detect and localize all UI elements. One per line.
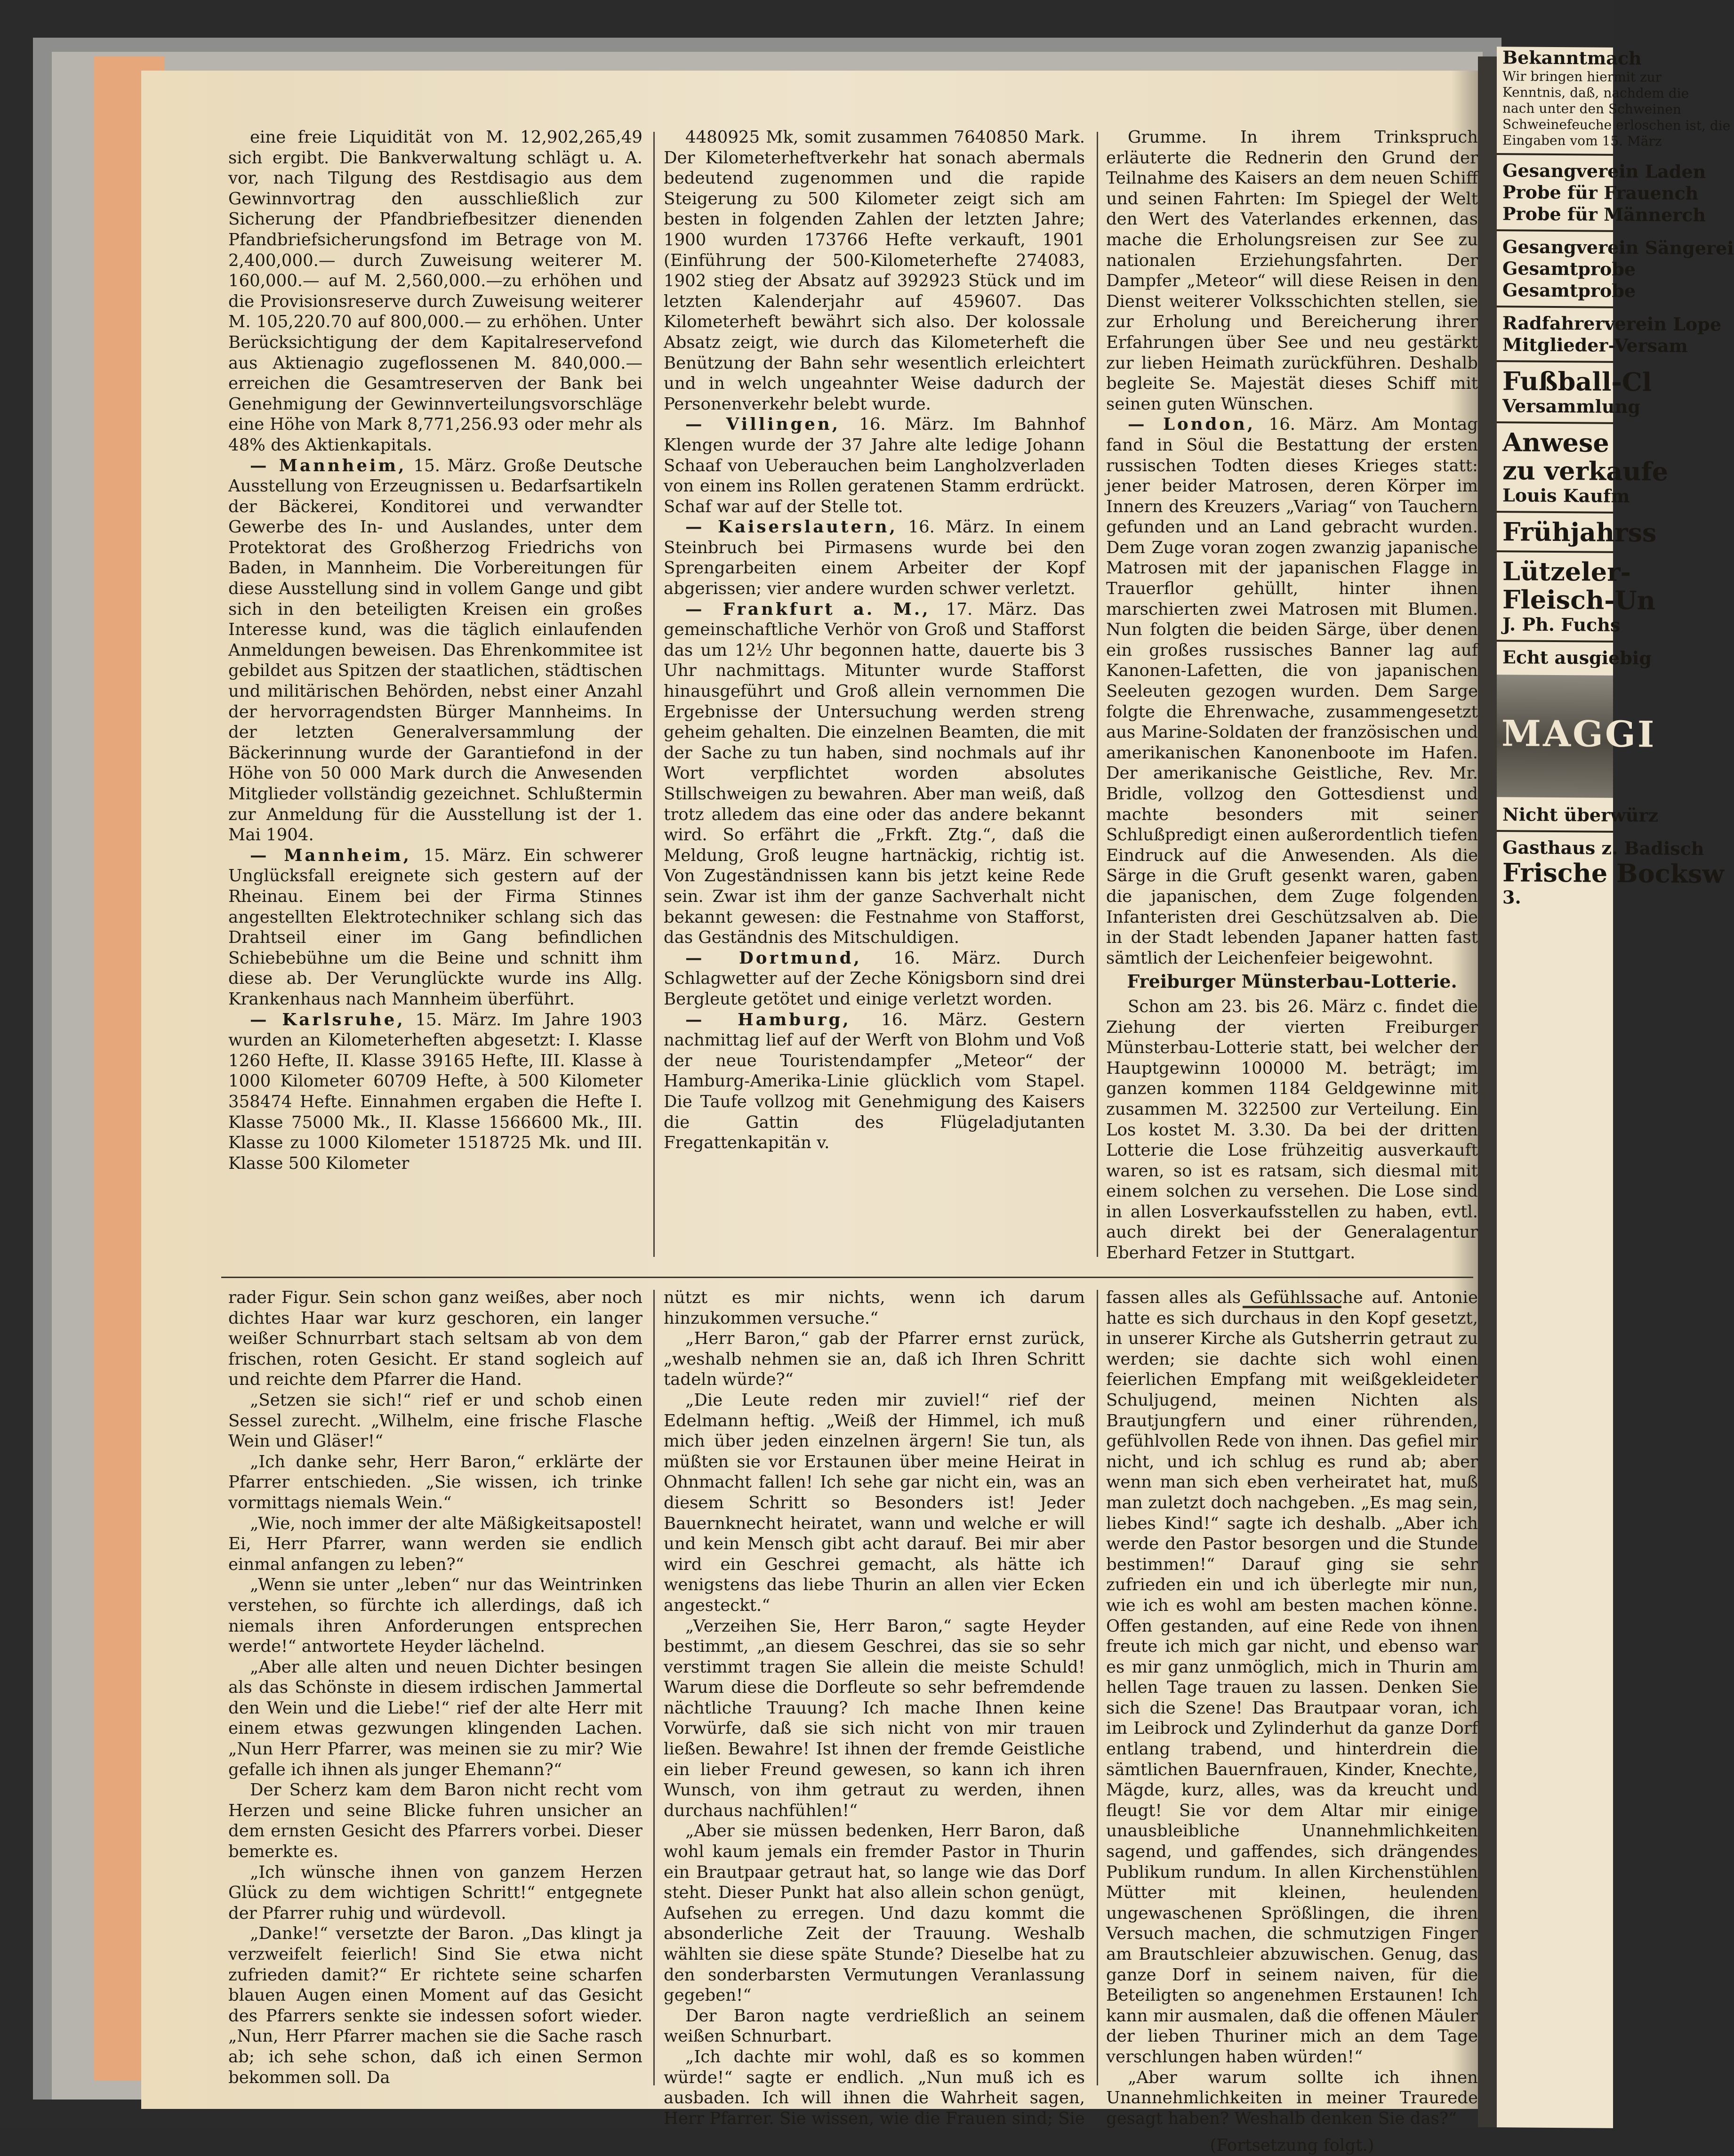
ad-headline: Probe für Männerch (1502, 203, 1706, 226)
article-paragraph (228, 456, 642, 845)
ad-line: Eingaben vom 15. März (1502, 132, 1662, 149)
dateline: — Hamburg, (685, 1010, 851, 1030)
story-paragraph: nützt es mir nichts, wenn ich darum hinzukommen versuche.“ (664, 1288, 1085, 1328)
section-heading: Freiburger Münsterbau-Lotterie. (1127, 971, 1457, 992)
article-text: 17. März. Das gemeinschaftliche Verhör von Groß und Stafforst das um 12½ Uhr begonnen hatte, dauerte bis 3 Uhr nachmittags. Mitunter wurde Stafforst hinausgeführt und Groß allein vernommen Die Ergebnisse der Untersuchung werden streng geheim gehalten. Die einzelnen Beamten, die mit der Sache zu tun haben, sind nochmals auf ihr Wort verpflichtet worden absolutes Stillschweigen zu bewahren. Aber man weiß, daß trotz alledem das eine oder das andere bekannt wird. So erfährt die „Frkft. Ztg.“, daß die Meldung, Groß leugne hartnäckig, richtig ist. Von Zugeständnissen kann bis jetzt keine Rede sein. Zwar ist ihm der ganze Sachverhalt nicht bekannt gewesen: die Festnahme von Stafforst, das Geständnis des Mitschuldigen. (664, 599, 1085, 948)
ad-headline: zu verkaufe (1502, 455, 1669, 487)
article-paragraph: Schon am 23. bis 26. März c. findet die Ziehung der vierten Freiburger Münsterbau-Lotterie statt, bei welcher der Hauptgewinn 100000 M. beträgt; im ganzen kommen 1184 Geldgewinne mit zusammen M. 322500 zur Verteilung. Ein Los kostet M. 3.30. Da bei der dritten Lotterie die Lose frühzeitig ausverkauft waren, so ist es ratsam, sich diesmal mit einem solchen zu versehen. Die Lose sind in allen Losverkaufsstellen zu haben, evtl. auch direkt bei der Generalagentur Eberhard Fetzer in Stuttgart. (1106, 997, 1478, 1263)
article-paragraph: eine freie Liquidität von M. 12,902,265,49 sich ergibt. Die Bankverwaltung schlägt u. A. vor, nach Tilgung des Restdisagio aus dem Gewinnvortrag den ausschließlich zur Sicherung der Pfandbriefbesitzer dienenden Pfandbriefsicherungsfond im Betrage von M. 2,400,000.— durch Zuweisung weiterer M. 160,000.— auf M. 2,560,000.—zu erhöhen und die Provisionsreserve durch Zuweisung weiterer M. 105,220.70 auf 800,000.— zu erhöhen. Unter Berücksichtigung der dem Kapitalreservefond aus Aktienagio zugeflossenen M. 840,000.— erreichen die Gesamtreserven der Bank bei Genehmigung der Gewinnverteilungsvorschläge eine Höhe von Mark 8,771,256.93 oder mehr als 48% des Aktienkapitals. (228, 128, 642, 455)
ad-divider (1497, 153, 1613, 156)
ad-divider (1497, 229, 1613, 232)
dateline: — Karlsruhe, (250, 1010, 405, 1030)
article-paragraph (228, 845, 642, 1010)
story-paragraph: „Setzen sie sich!“ rief er und schob einen Sessel zurecht. „Wilhelm, eine frische Flasche Wein und Gläser!“ (228, 1390, 642, 1451)
ad-headline: J. Ph. Fuchs (1502, 613, 1621, 636)
story-paragraph: rader Figur. Sein schon ganz weißes, aber noch dichtes Haar war kurz geschoren, ein langer weißer Schnurrbart stach seltsam ab von dem frischen, roten Gesicht. Er stand sogleich auf und reichte dem Pfarrer die Hand. (228, 1288, 642, 1390)
top-column-2 (664, 127, 1085, 1271)
ad-headline: Gesangverein Laden (1502, 160, 1706, 183)
article-text: 16. März. Am Montag fand in Söul die Bestattung der ersten russischen Todten dieses Krieges statt: jener beider Matrosen, deren Körper im Innern des Kreuzers „Variag“ von Tauchern gefunden und an Land gebracht wurden. Dem Zuge voran zogen zwanzig japanische Matrosen mit der japanischen Flagge in Trauerflor gehüllt, hinter ihnen marschierten zwei Matrosen mit Blumen. Nun folgten die beiden Särge, über denen ein großes russisches Banner lag auf Kanonen-Lafetten, die von japanischen Seeleuten gezogen wurden. Dem Sarge folgte die Ehrenwache, zusammengesetzt aus Marine-Soldaten der französischen und amerikanischen Kanonenboote im Hafen. Der amerikanische Geistliche, Rev. Mr. Bridle, vollzog den Gottesdienst und machte besonders mit seiner Schlußpredigt einen außerordentlich tiefen Eindruck auf die Anwesenden. Als die Särge in die Gruft gesenkt waren, gaben die japanischen, dem Zuge folgenden Infanteristen drei Geschützsalven ab. Die in der Stadt lebenden Japaner hatten fast sämtlich der Leichenfeier beigewohnt. (1106, 415, 1478, 968)
story-paragraph: „Die Leute reden mir zuviel!“ rief der Edelmann heftig. „Weiß der Himmel, ich muß mich über jeden einzelnen ärgern! Sie tun, als müßten sie vor Erstaunen über meine Heirat in Ohnmacht fallen! Ich sehe gar nicht ein, was an diesem Schritt so Besonders ist! Jeder Bauernknecht heiratet, wann und welche er will und kein Mensch gibt acht darauf. Bei mir aber wird ein Geschrei gemacht, als hätte ich wenigstens das liebe Thurin an allen vier Ecken angesteckt.“ (664, 1390, 1085, 1615)
dateline: — London, (1128, 415, 1256, 434)
ad-line: nach unter den Schweinen (1502, 100, 1681, 117)
column-rule (1097, 1290, 1098, 2085)
story-paragraph: „Wie, noch immer der alte Mäßigkeitsapostel! Ei, Herr Pfarrer, wann werden sie endlich einmal anfangen zu leben?“ (228, 1513, 642, 1574)
dateline: — Frankfurt a. M., (685, 599, 931, 619)
story-paragraph: „Ich danke sehr, Herr Baron,“ erklärte der Pfarrer entschieden. „Sie wissen, ich trinke vormittags niemals Wein.“ (228, 1452, 642, 1512)
ad-line: Wir bringen hiermit zur (1502, 68, 1662, 85)
story-paragraph: fassen alles als Gefühlssache auf. Antonie hatte es sich durchaus in den Kopf gesetzt, in unserer Kirche als Gutsherrin getraut zu werden; sie dachte sich wohl einen feierlichen Empfang mit weißgekleideter Schuljugend, meinen Nichten als Brautjungfern und einer rührenden, gefühlvollen Rede von ihnen. Das gefiel mir nicht, und ich schlug es rund ab; aber wenn man sich eben verheiratet hat, muß man zuletzt doch nachgeben. „Es mag sein, liebes Kind!“ sagte ich deshalb. „Aber ich werde den Pastor besorgen und die Stunde bestimmen!“ Darauf ging sie sehr zufrieden ein und ich überlegte mir nun, wie ich es wohl am besten machen könne. Offen gestanden, auf eine Rede von ihnen freute ich mich gar nicht, und ebenso war es mir ganz unmöglich, mich in Thurin am hellen Tage trauen zu lassen. Denken Sie sich die Szene! Das Brautpaar voran, ich im Leibrock und Zylinderhut da ganze Dorf entlang trabend, und hinterdrein die sämtlichen Bauernfrauen, Kinder, Knechte, Mägde, kurz, alles, was da kreucht und fleugt! Sie vor dem Altar mir einige unausbleibliche Unannehmlichkeiten sagend, und gaffendes, sich drängendes Publikum rundum. In allen Kirchenstühlen Mütter mit kleinen, heulenden ungewaschenen Sprößlingen, die ihren Versuch machen, die schmutzigen Finger am Brautschleier abzuwischen. Genug, das ganze Dorf in seinem naiven, für die Beteiligten so angenehmen Erstaunen! Ich kann mir ausmalen, daß die offenen Mäuler der lieben Thuriner mich an dem Tage verschlungen haben würden!“ (1106, 1288, 1478, 2067)
article-text: 16. März. Im Bahnhof Klengen wurde der 37 Jahre alte ledige Johann Schaaf von Ueberauchen beim Langholzverladen von einem ins Rollen geratenen Stamm erdrückt. Schaf war auf der Stelle tot. (664, 415, 1085, 516)
article-paragraph (664, 414, 1085, 517)
column-rule (1097, 132, 1098, 1257)
ad-headline: Gesangverein Sängerei (1502, 236, 1734, 259)
dateline: — Mannheim, (250, 456, 407, 475)
dateline: — Mannheim, (250, 845, 411, 865)
ad-headline: Anwese (1502, 427, 1609, 458)
page-number: 3. (1502, 886, 1521, 908)
column-rule (653, 1290, 655, 2085)
article-paragraph (1106, 414, 1478, 968)
dateline: — Dortmund, (685, 948, 862, 968)
article-text: 15. März. Im Jahre 1903 wurden an Kilometerheften abgesetzt: I. Klasse 1260 Hefte, II. Klasse 39165 Hefte, III. Klasse à 1000 Kilometer 60709 Hefte, à 500 Kilometer 358474 Hefte. Einnahmen ergaben die Hefte I. Klasse 75000 Mk., II. Klasse 1566600 Mk., III. Klasse zu 1000 Kilometer 1518725 Mk. und III. Klasse 500 Kilometer (228, 1010, 642, 1173)
article-paragraph (664, 1010, 1085, 1153)
article-text: 15. März. Ein schwerer Unglücksfall ereignete sich gestern auf der Rheinau. Einem bei der Firma Stinnes angestellten Elektrotechniker schlang sich das Drahtseil einer im Gang befindlichen Schiebebühne um die Beine und schnitt ihm diese ab. Der Verunglückte wurde ins Allg. Krankenhaus nach Mannheim überführt. (228, 845, 642, 1009)
article-paragraph (664, 599, 1085, 948)
ad-headline: Nicht überwürz (1502, 804, 1659, 826)
ad-divider (1497, 830, 1613, 833)
next-page-ad-strip (1497, 47, 1734, 2128)
ad-headline: Frühjahrss (1502, 516, 1657, 548)
story-paragraph: „Herr Baron,“ gab der Pfarrer ernst zurück, „weshalb nehmen sie an, daß ich Ihren Schritt tadeln würde?“ (664, 1329, 1085, 1390)
ad-headline: Gesamtprobe (1502, 279, 1636, 302)
ad-headline: Mitglieder-Versam (1502, 334, 1688, 356)
continuation-note: (Fortsetzung folgt.) (1210, 2136, 1374, 2156)
story-paragraph: „Aber sie müssen bedenken, Herr Baron, daß wohl kaum jemals ein fremder Pastor in Thurin ein Brautpaar getraut hat, so lange wie das Dorf steht. Dieser Punkt hat also allein schon genügt, Aufsehen zu erregen. Und dazu kommt die absonderliche Zeit der Trauung. Weshalb wählten sie diese späte Stunde? Dieselbe hat zu den sonderbarsten Vermutungen Veranlassung gegeben!“ (664, 1821, 1085, 2005)
ad-headline: Radfahrerverein Lope (1502, 312, 1722, 335)
story-paragraph: „Verzeihen Sie, Herr Baron,“ sagte Heyder bestimmt, „an diesem Geschrei, das sie so sehr verstimmt tragen Sie allein die meiste Schuld! Warum diese die Dorfleute so sehr befremdende nächtliche Trauung? Ich mache Ihnen keine Vorwürfe, daß sie sich nicht von mir trauen ließen. Bewahre! Ist ihnen der fremde Geistliche ein lieber Freund gewesen, so kann ich ihren Wunsch, von ihm getraut zu werden, ihnen durchaus nachfühlen!“ (664, 1616, 1085, 1820)
story-paragraph: „Danke!“ versetzte der Baron. „Das klingt ja verzweifelt feierlich! Sind Sie etwa nicht zufrieden damit?“ Er richtete seine scharfen blauen Augen einen Moment auf das Gesicht des Pfarrers senkte sie indessen sofort wieder. „Nun, Herr Pfarrer machen sie die Sache rasch ab; ich sehe schon, daß ich einen Sermon bekommen soll. Da (228, 1924, 642, 2087)
article-paragraph: Grumme. In ihrem Trinkspruch erläuterte die Rednerin den Grund der Teilnahme des Kaisers an dem neuen Schiff und seinen Fahrten: Im Spiegel der Welt den Wert des Vaterlandes erkennen, das mache die Erholungsreisen zur See zu nationalen Erziehungsfahrten. Der Dampfer „Meteor“ will diese Reisen in den Dienst weiterer Volksschichten stellen, sie zur Erholung und Bereicherung ihrer Erfahrungen über See und neu gestärkt zur lieben Heimath zurückführen. Deshalb begleite Se. Majestät dieses Schiff mit seinen guten Wünschen. (1106, 128, 1478, 414)
ad-headline: Frische Bocksw (1502, 857, 1724, 889)
dateline: — Villingen, (685, 415, 841, 434)
article-text: 15. März. Große Deutsche Ausstellung von Erzeugnissen u. Bedarfsartikeln der Bäckerei, Konditorei und verwandter Gewerbe des In- und Auslandes, unter dem Protektorat des Großherzog Friedrichs von Baden, in Mannheim. Die Vorbereitungen für diese Ausstellung sind in vollem Gange und gibt sich in den beteiligten Kreisen ein großes Interesse kund, was die täglich einlaufenden Anmeldungen beweisen. Das Ehrenkommitee ist gebildet aus Spitzen der staatlichen, städtischen und militärischen Behörden, nebst einer Anzahl der hervorragendsten Bürger Mannheims. In der letzten Generalversammlung der Bäckerinnung wurde der Garantiefond in der Höhe von 50 000 Mark durch die Anwesenden Mitglieder vollständig gezeichnet. Schlußtermin zur Anmeldung für die Ausstellung ist der 1. Mai 1904. (228, 456, 642, 845)
top-column-3 (1106, 127, 1478, 1271)
bottom-column-2 (664, 1287, 1085, 2128)
article-text: 16. März. In einem Steinbruch bei Pirmasens wurde bei den Sprengarbeiten einem Arbeiter der Kopf abgerissen; vier andere wurden schwer verletzt. (664, 517, 1085, 599)
article-paragraph (664, 948, 1085, 1010)
story-paragraph: „Aber alle alten und neuen Dichter besingen als das Schönste in diesem irdischen Jammertal den Wein und die Liebe!“ rief der alte Herr mit einem etwas gezwungen klingenden Lachen. „Nun Herr Pfarrer, was meinen sie zu mir? Wie gefalle ich ihnen als junger Ehemann?“ (228, 1657, 642, 1779)
ad-headline: Fußball-Cl (1502, 366, 1652, 397)
bottom-column-3 (1106, 1287, 1478, 2156)
story-paragraph: Der Baron nagte verdrießlich an seinem weißen Schnurbart. (664, 2006, 1085, 2046)
story-paragraph: Der Scherz kam dem Baron nicht recht vom Herzen und seine Blicke fuhren unsicher an dem ernsten Gesicht des Pfarrers vorbei. Dieser bemerkte es. (228, 1780, 642, 1862)
ad-headline: Probe für Frauench (1502, 181, 1699, 204)
section-divider (221, 1277, 1473, 1278)
ad-headline: Fleisch-Un (1502, 584, 1656, 616)
ad-line: Schweinefeuche erloschen ist, die (1502, 116, 1731, 134)
ad-headline: Bekanntmach (1502, 47, 1642, 69)
ad-divider (1497, 360, 1613, 363)
ad-headline: Echt ausgiebig (1502, 646, 1652, 669)
column-rule (653, 132, 655, 1257)
ad-headline: Louis Kaufm (1502, 484, 1630, 507)
article-paragraph: 4480925 Mk, somit zusammen 7640850 Mark. Der Kilometerheftverkehr hat sonach abermals bedeutend zugenommen und die rapide Steigerung zu 500 Kilometer zeigt sich am besten in folgenden Zahlen der letzten Jahre; 1900 wurden 173766 Hefte verkauft, 1901 (Einführung der 500-Kilometerhefte 274083, 1902 stieg der Absatz auf 392923 Stück und im letzten Kalenderjahr auf 459607. Das Kilometerheft bewährt sich also. Der kolossale Absatz zeigt, wie durch das Kilometerheft die Benützung der Bahn sehr wesentlich erleichtert und in welch ungeahnter Weise dadurch der Personenverkehr belebt wurde. (664, 128, 1085, 414)
article-paragraph (228, 1010, 642, 1174)
ad-divider (1497, 511, 1613, 514)
top-column-1 (228, 127, 642, 1271)
ad-headline: Gasthaus z. Badisch (1502, 837, 1704, 860)
ad-headline: Lützeler- (1502, 556, 1631, 587)
ad-line: Kenntnis, daß, nachdem die (1502, 84, 1689, 101)
maggi-ad-text: MAGGI (1501, 712, 1656, 756)
article-paragraph (664, 517, 1085, 599)
story-paragraph: „Ich wünsche ihnen von ganzem Herzen Glück zu dem wichtigen Schritt!“ entgegnete der Pfarrer ruhig und würdevoll. (228, 1862, 642, 1923)
ad-headline: Gesamtprobe (1502, 257, 1636, 280)
bottom-column-1 (228, 1287, 642, 2088)
ad-divider (1497, 306, 1613, 308)
ad-headline: Versammlung (1502, 395, 1640, 418)
ad-divider (1497, 550, 1613, 553)
maggi-ad-image (1497, 675, 1656, 798)
story-paragraph: „Aber warum sollte ich ihnen Unannehmlichkeiten in meiner Traurede gesagt haben? Weshalb denken Sie das?“ (1106, 2068, 1478, 2128)
story-paragraph: „Ich dachte mir wohl, daß es so kommen würde!“ sagte er endlich. „Nun muß ich es ausbaden. Ich will ihnen die Wahrheit sagen, Herr Pfarrer. Sie wissen, wie die Frauen sind; Sie (664, 2047, 1085, 2128)
newspaper-page (141, 71, 1492, 2156)
article-text: 16. März. Gestern nachmittag lief auf der Werft von Blohm und Voß der neue Touristendampfer „Meteor“ der Hamburg-Amerika-Linie glücklich vom Stapel. Die Taufe vollzog mit Genehmigung des Kaisers die Gattin des Flügeladjutanten Fregattenkapitän v. (664, 1010, 1085, 1153)
dateline: — Kaiserslautern, (685, 517, 898, 537)
story-paragraph: „Wenn sie unter „leben“ nur das Weintrinken verstehen, so fürchte ich allerdings, daß ich niemals ihren Anforderungen entsprechen werde!“ antwortete Heyder lächelnd. (228, 1575, 642, 1657)
ad-divider (1497, 640, 1613, 643)
ad-divider (1497, 421, 1613, 424)
article-text: 16. März. Durch Schlagwetter auf der Zeche Königsborn sind drei Bergleute getötet und einige verletzt worden. (664, 948, 1085, 1009)
